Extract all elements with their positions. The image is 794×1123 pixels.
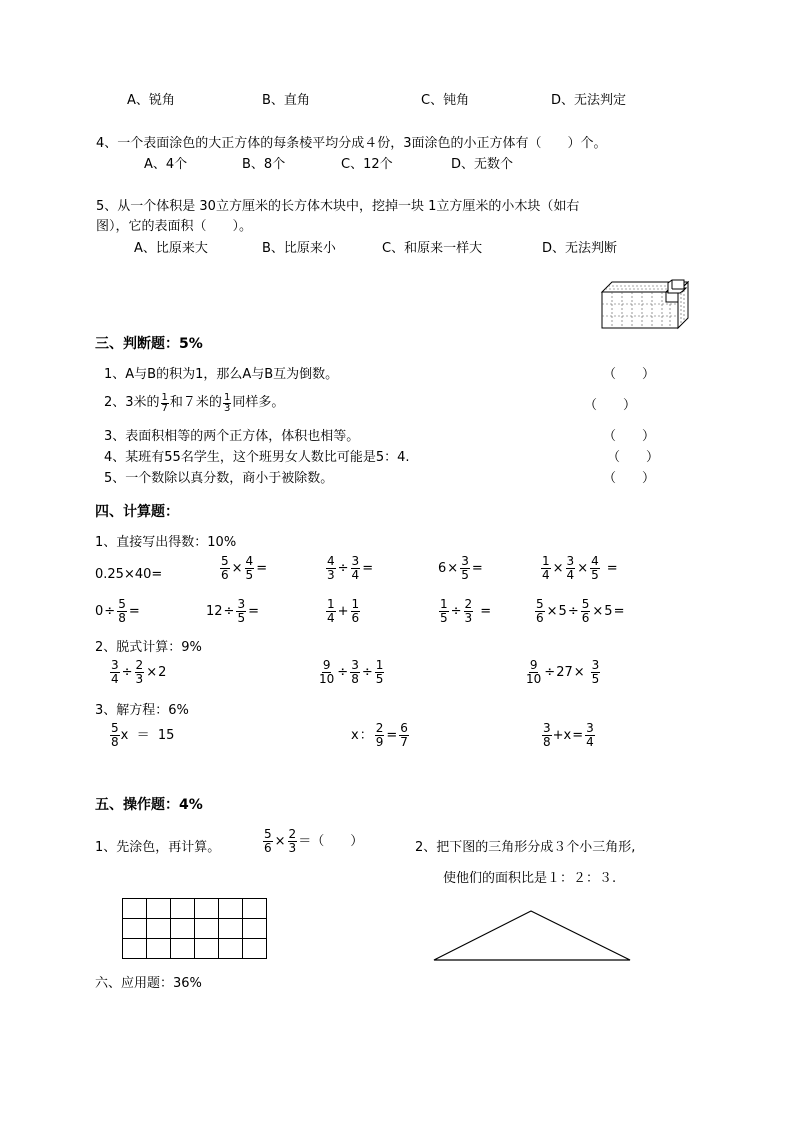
fraction-5-6 bbox=[263, 828, 273, 855]
equals-sign: = bbox=[606, 560, 618, 576]
frac-numerator: 2 bbox=[135, 658, 144, 672]
equation-1-rest: x ＝ 15 bbox=[120, 727, 175, 743]
calc-r2-e4 bbox=[438, 598, 492, 625]
frac-numerator: 1 bbox=[351, 597, 360, 611]
calc-r1-e3 bbox=[325, 555, 374, 582]
section4-sub3: 3、解方程：6% bbox=[95, 703, 189, 718]
q3-option-c: C、钝角 bbox=[421, 93, 470, 108]
frac-denominator: 6 bbox=[581, 611, 590, 625]
frac-numerator: 4 bbox=[327, 554, 335, 568]
frac-denominator: 6 bbox=[221, 568, 229, 582]
frac-numerator: 1 bbox=[327, 597, 335, 611]
fraction-9-10 bbox=[525, 659, 542, 686]
frac-numerator: 5 bbox=[111, 721, 119, 735]
fraction-4-5 bbox=[590, 555, 600, 582]
judge-item-2-mid: 和７米的 bbox=[169, 395, 222, 410]
frac-numerator: 1 bbox=[161, 391, 168, 403]
fraction-3-8 bbox=[350, 659, 360, 686]
frac-numerator: 6 bbox=[400, 721, 408, 735]
judge-item-5: 5、一个数除以真分数，商小于被除数。 bbox=[104, 471, 334, 486]
equals-sign: = bbox=[128, 603, 140, 619]
frac-denominator: 4 bbox=[351, 568, 360, 582]
frac-numerator: 3 bbox=[111, 658, 119, 672]
fraction-3-4 bbox=[566, 555, 576, 582]
frac-numerator: 3 bbox=[351, 554, 360, 568]
fraction-5-8 bbox=[110, 722, 120, 749]
fraction-3-4 bbox=[585, 722, 595, 749]
fraction-1-4 bbox=[541, 555, 551, 582]
times-sign: × bbox=[146, 664, 158, 680]
equals-sign: = bbox=[471, 560, 483, 576]
frac-numerator: 4 bbox=[591, 554, 599, 568]
judge-item-2-start: 2、3米的 bbox=[104, 395, 160, 410]
frac-denominator: 7 bbox=[400, 735, 408, 749]
section4-title: 四、计算题： bbox=[95, 504, 179, 520]
fraction-1-5 bbox=[439, 598, 449, 625]
frac-numerator: 5 bbox=[264, 827, 272, 841]
q4-option-b: B、8个 bbox=[242, 157, 286, 172]
equals-sign: = bbox=[362, 560, 374, 576]
fraction-4-5 bbox=[245, 555, 255, 582]
q4-option-d: D、无数个 bbox=[451, 157, 514, 172]
fraction-2-3 bbox=[464, 598, 474, 625]
frac-numerator: 1 bbox=[542, 554, 550, 568]
judge-item-4: 4、某班有55名学生，这个班男女人数比可能是5：4. bbox=[104, 450, 410, 465]
frac-denominator: 7 bbox=[161, 402, 168, 414]
op-q1-expr bbox=[262, 828, 363, 855]
fraction-2-9 bbox=[375, 722, 385, 749]
frac-denominator: 4 bbox=[542, 568, 550, 582]
divide-sign: ÷ bbox=[544, 664, 556, 680]
op-q2-line1: 2、把下图的三角形分成３个小三角形, bbox=[415, 840, 636, 855]
fraction-5-6 bbox=[535, 598, 545, 625]
divide-sign: ÷ bbox=[121, 664, 133, 680]
frac-numerator: 9 bbox=[529, 658, 538, 672]
stepcalc-3 bbox=[524, 659, 601, 686]
frac-numerator: 3 bbox=[566, 554, 575, 568]
frac-denominator: 6 bbox=[536, 611, 544, 625]
calc-r1-e2 bbox=[219, 555, 268, 582]
frac-numerator: 5 bbox=[118, 597, 126, 611]
equals-sign: = bbox=[248, 603, 259, 619]
q4-option-a: A、4个 bbox=[144, 157, 188, 172]
frac-numerator: 3 bbox=[591, 658, 600, 672]
frac-numerator: 1 bbox=[375, 658, 384, 672]
frac-numerator: 3 bbox=[461, 554, 469, 568]
section4-sub1: 1、直接写出得数：10% bbox=[95, 535, 237, 550]
frac-numerator: 5 bbox=[221, 554, 229, 568]
times-sign: × bbox=[546, 603, 558, 619]
number-5: 5 bbox=[558, 603, 567, 619]
number-6: 6 bbox=[438, 560, 447, 576]
frac-numerator: 9 bbox=[322, 658, 331, 672]
frac-denominator: 8 bbox=[118, 611, 126, 625]
q4-option-c: C、12个 bbox=[341, 157, 393, 172]
divide-sign: ÷ bbox=[361, 664, 373, 680]
fraction-1-7 bbox=[161, 393, 169, 414]
divide-sign: ÷ bbox=[450, 603, 462, 619]
frac-denominator: 3 bbox=[288, 841, 297, 855]
fraction-2-3 bbox=[288, 828, 298, 855]
number-27: 27 bbox=[556, 664, 573, 680]
calc-r1-e5 bbox=[540, 555, 619, 582]
fraction-4-3 bbox=[326, 555, 336, 582]
frac-denominator: 6 bbox=[264, 841, 272, 855]
frac-denominator: 5 bbox=[591, 672, 600, 686]
frac-numerator: 1 bbox=[223, 391, 231, 403]
calc-r2-e3 bbox=[325, 598, 361, 625]
q4-text: 4、一个表面涂色的大正方体的每条棱平均分成４份，3面涂色的小正方体有（ ）个。 bbox=[96, 136, 607, 151]
fraction-6-7 bbox=[399, 722, 409, 749]
frac-numerator: 2 bbox=[375, 721, 384, 735]
frac-denominator: 5 bbox=[245, 568, 254, 582]
q5-line1: 5、从一个体积是 30立方厘米的长方体木块中，挖掉一块 1立方厘米的小木块（如右 bbox=[96, 199, 580, 214]
equation-3 bbox=[541, 722, 596, 749]
judge-paren-2[interactable]: （ ） bbox=[584, 398, 637, 413]
judge-paren-4[interactable]: （ ） bbox=[607, 450, 660, 465]
fraction-1-4 bbox=[326, 598, 336, 625]
plus-x: +x bbox=[552, 727, 572, 743]
frac-numerator: 1 bbox=[440, 597, 448, 611]
times-sign: × bbox=[447, 560, 459, 576]
stepcalc-2 bbox=[317, 659, 385, 686]
fraction-5-6 bbox=[581, 598, 591, 625]
fraction-5-6 bbox=[220, 555, 230, 582]
frac-denominator: 3 bbox=[464, 611, 473, 625]
equation-2 bbox=[351, 722, 410, 749]
op-q2-line2: 使他们的面积比是１：２：３. bbox=[443, 871, 617, 886]
stepcalc-1 bbox=[109, 659, 166, 686]
coloring-grid[interactable] bbox=[122, 898, 268, 960]
section3-title: 三、判断题：5% bbox=[95, 336, 203, 352]
equals-sign: = bbox=[480, 603, 492, 619]
divide-sign: ÷ bbox=[337, 664, 349, 680]
frac-numerator: 3 bbox=[586, 721, 594, 735]
times-sign: × bbox=[231, 560, 243, 576]
frac-numerator: 3 bbox=[543, 721, 551, 735]
frac-denominator: 9 bbox=[375, 735, 384, 749]
frac-denominator: 5 bbox=[591, 568, 599, 582]
judge-paren-5[interactable]: （ ） bbox=[603, 471, 656, 486]
number-12: 12 bbox=[206, 603, 223, 619]
frac-denominator: 4 bbox=[566, 568, 575, 582]
frac-numerator: 2 bbox=[464, 597, 473, 611]
q5-option-a: A、比原来大 bbox=[134, 241, 208, 256]
fraction-3-4 bbox=[351, 555, 361, 582]
equals-sign: = bbox=[256, 560, 268, 576]
calc-r1-e4 bbox=[438, 555, 484, 582]
frac-denominator: 4 bbox=[586, 735, 594, 749]
q3-option-b: B、直角 bbox=[262, 93, 310, 108]
equation-1 bbox=[109, 722, 174, 749]
frac-denominator: 3 bbox=[327, 568, 335, 582]
calc-r2-e2 bbox=[206, 598, 260, 625]
times-sign: × bbox=[552, 560, 564, 576]
fraction-3-5 bbox=[460, 555, 470, 582]
section5-title: 五、操作题：4% bbox=[95, 797, 203, 813]
colon-sign: ： bbox=[359, 727, 373, 743]
equals-sign: = bbox=[386, 727, 398, 743]
cuboid-figure bbox=[600, 280, 692, 330]
q3-option-d: D、无法判定 bbox=[551, 93, 627, 108]
calc-r2-e5 bbox=[534, 598, 625, 625]
op-q1-text: 1、先涂色，再计算。 bbox=[95, 840, 221, 855]
frac-denominator: 8 bbox=[543, 735, 551, 749]
frac-denominator: 5 bbox=[375, 672, 384, 686]
divide-sign: ÷ bbox=[567, 603, 579, 619]
frac-denominator: 8 bbox=[111, 735, 119, 749]
number-2: 2 bbox=[158, 664, 167, 680]
frac-denominator: 3 bbox=[135, 672, 144, 686]
judge-item-2-end: 同样多。 bbox=[232, 395, 285, 410]
frac-numerator: 4 bbox=[245, 554, 254, 568]
frac-denominator: 4 bbox=[327, 611, 335, 625]
divide-sign: ÷ bbox=[104, 603, 116, 619]
times-sign: × bbox=[577, 560, 589, 576]
fraction-1-6 bbox=[351, 598, 361, 625]
frac-numerator: 5 bbox=[536, 597, 544, 611]
calc-r1-e1: 0.25×40= bbox=[95, 567, 163, 582]
fraction-3-4 bbox=[110, 659, 120, 686]
fraction-2-3 bbox=[135, 659, 145, 686]
q5-option-d: D、无法判断 bbox=[542, 241, 618, 256]
plus-sign: + bbox=[337, 603, 349, 619]
times-sign: × bbox=[592, 603, 604, 619]
equals-sign: = bbox=[572, 727, 584, 743]
frac-denominator: 5 bbox=[440, 611, 448, 625]
judge-paren-1[interactable]: （ ） bbox=[603, 367, 656, 382]
judge-item-1: 1、A与B的积为1，那么A与B互为倒数。 bbox=[104, 367, 339, 382]
fraction-1-3 bbox=[223, 393, 231, 414]
judge-item-2 bbox=[104, 390, 284, 416]
fraction-3-5 bbox=[236, 598, 246, 625]
calc-r2-e1 bbox=[95, 598, 141, 625]
frac-denominator: 3 bbox=[223, 402, 231, 414]
q5-option-c: C、和原来一样大 bbox=[382, 241, 483, 256]
frac-denominator: 8 bbox=[351, 672, 359, 686]
frac-numerator: 2 bbox=[288, 827, 297, 841]
op-q1-answer-paren[interactable]: ＝（ ） bbox=[298, 833, 364, 849]
number-0: 0 bbox=[95, 603, 104, 619]
q5-option-b: B、比原来小 bbox=[262, 241, 336, 256]
judge-item-3: 3、表面积相等的两个正方体，体积也相等。 bbox=[104, 429, 360, 444]
section6-title: 六、应用题：36% bbox=[95, 976, 202, 991]
number-5: 5 bbox=[604, 603, 613, 619]
divide-sign: ÷ bbox=[337, 560, 349, 576]
equals-sign: = bbox=[613, 603, 625, 619]
frac-numerator: 3 bbox=[237, 597, 246, 611]
frac-denominator: 5 bbox=[461, 568, 469, 582]
section4-sub2: 2、脱式计算：9% bbox=[95, 640, 202, 655]
fraction-1-5 bbox=[375, 659, 385, 686]
q5-line2: 图），它的表面积（ ）。 bbox=[96, 219, 253, 234]
frac-denominator: 6 bbox=[351, 611, 360, 625]
judge-paren-3[interactable]: （ ） bbox=[603, 429, 656, 444]
frac-denominator: 10 bbox=[526, 672, 542, 686]
fraction-3-8 bbox=[542, 722, 552, 749]
triangle-figure[interactable] bbox=[432, 909, 632, 962]
divide-sign: ÷ bbox=[223, 603, 235, 619]
fraction-5-8 bbox=[117, 598, 127, 625]
fraction-3-5 bbox=[591, 659, 601, 686]
frac-denominator: 4 bbox=[111, 672, 119, 686]
times-sign: × bbox=[573, 664, 585, 680]
frac-denominator: 5 bbox=[237, 611, 246, 625]
fraction-9-10 bbox=[318, 659, 335, 686]
frac-numerator: 5 bbox=[581, 597, 590, 611]
frac-denominator: 10 bbox=[319, 672, 335, 686]
times-sign: × bbox=[274, 833, 286, 849]
frac-numerator: 3 bbox=[351, 658, 359, 672]
q3-option-a: A、锐角 bbox=[127, 93, 175, 108]
variable-x: x bbox=[351, 727, 359, 743]
